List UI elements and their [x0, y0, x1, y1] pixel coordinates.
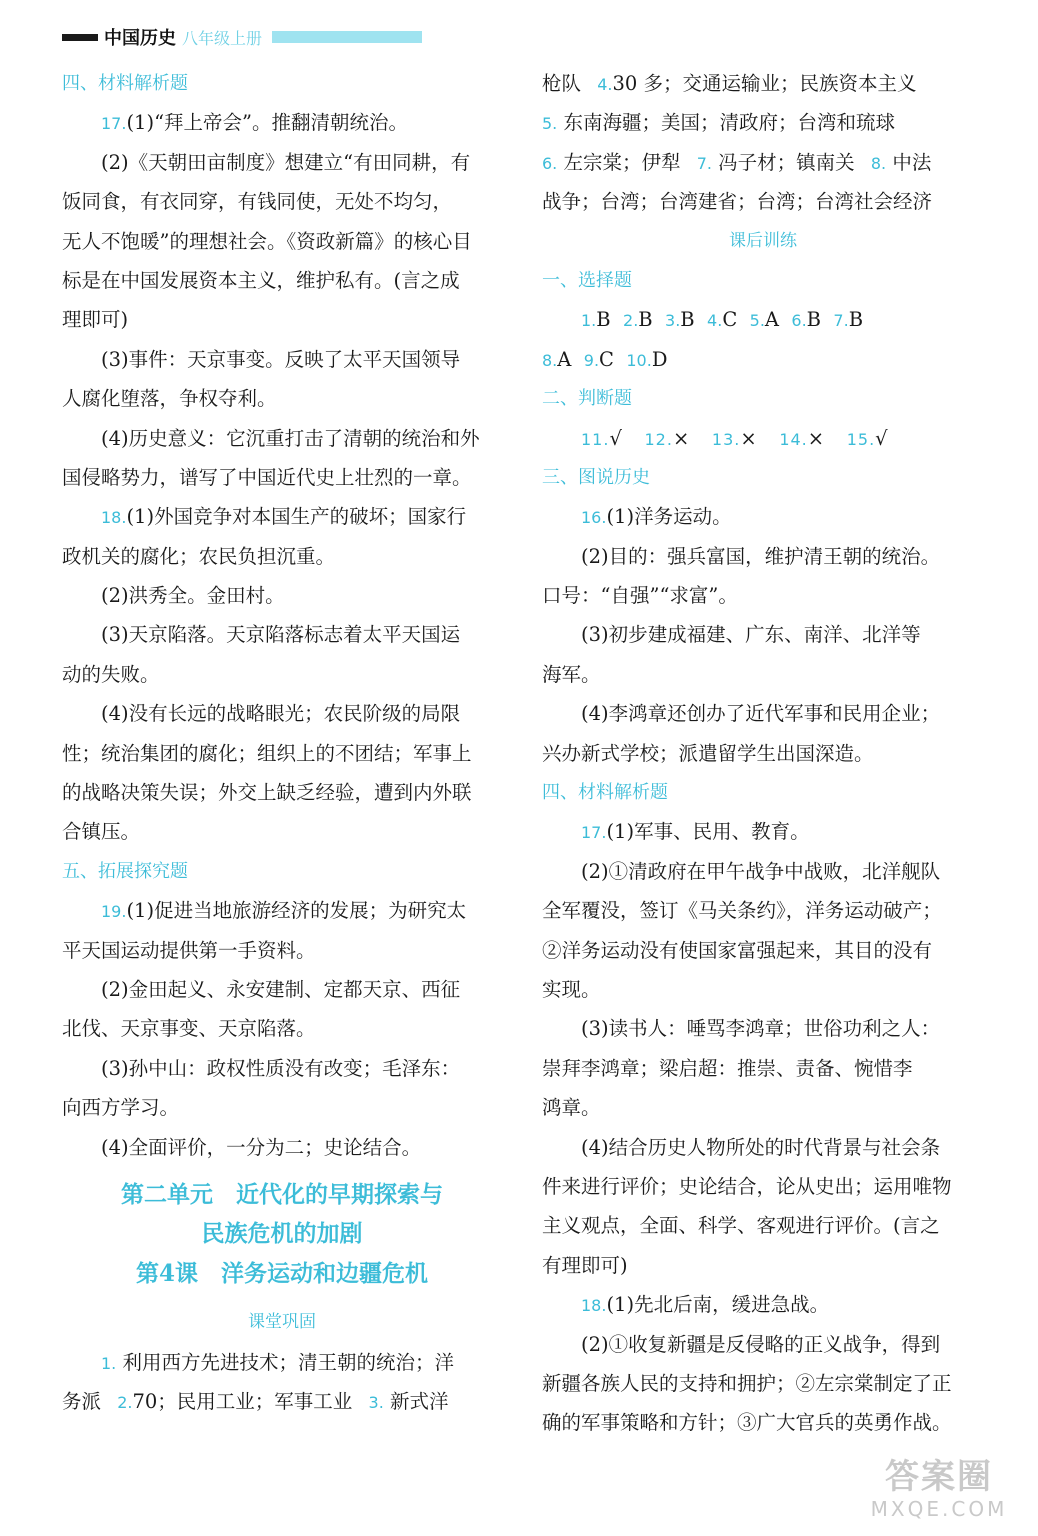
section-heading: 五、拓展探究题 — [62, 860, 188, 882]
judgement-number: 11. — [581, 429, 610, 449]
answer-line: 1. 利用西方先进技术；清王朝的统治；洋 — [101, 1350, 454, 1374]
answer-line: ②洋务运动没有使国家富强起来，其目的没有 — [542, 938, 933, 962]
question-number: 5. — [542, 114, 558, 134]
judgement-answer: × — [807, 426, 826, 450]
answer-line: (2)洪秀全。金田村。 — [101, 584, 285, 608]
answer-line: 鸿章。 — [542, 1096, 601, 1120]
judgement-answer: × — [672, 426, 691, 450]
choice-number: 9. — [583, 350, 600, 370]
choice-number: 3. — [665, 311, 681, 331]
judgement-answer: × — [740, 426, 758, 450]
choice-answer: A — [764, 308, 779, 332]
subsection-title: 课后训练 — [729, 230, 797, 251]
choice-answer: B — [680, 308, 695, 332]
section-heading: 四、材料解析题 — [62, 73, 188, 94]
question-number: 1. — [101, 1353, 117, 1373]
answer-line: (2)金田起义、永安建制、定都天京、西征 — [101, 977, 461, 1001]
answer-line: (3)天京陷落。天京陷落标志着太平天国运 — [101, 623, 461, 647]
choice-answer: B — [848, 308, 864, 332]
answer-line: 理即可) — [62, 308, 129, 332]
answer-line: (4)结合历史人物所处的时代背景与社会条 — [581, 1135, 941, 1159]
answer-line: 18.(1)外国竞争对本国生产的破坏；国家行 — [101, 505, 467, 529]
answer-line: 饭同食，有衣同穿，有钱同使，无处不均匀， — [62, 190, 453, 214]
answer-line: 平天国运动提供第一手资料。 — [62, 938, 316, 962]
choice-number: 10. — [626, 350, 652, 370]
answer-line: 国侵略势力，谱写了中国近代史上壮烈的一章。 — [62, 465, 472, 489]
answer-line: (2)①收复新疆是反侵略的正义战争，得到 — [581, 1332, 941, 1356]
choice-answer: A — [557, 347, 572, 371]
answer-line: 全军覆没，签订《马关条约》，洋务运动破产； — [542, 899, 942, 923]
answer-line: (3)孙中山：政权性质没有改变；毛泽东： — [101, 1056, 461, 1080]
choice-number: 6. — [791, 311, 807, 331]
unit-title: 第二单元 近代化的早期探索与 — [121, 1180, 443, 1208]
judgement-answer: √ — [875, 426, 889, 450]
answer-line: 政机关的腐化；农民负担沉重。 — [62, 544, 336, 568]
section-heading: 四、材料解析题 — [542, 782, 668, 804]
left-column — [62, 64, 502, 1421]
choice-number: 1. — [581, 311, 597, 331]
question-number: 16. — [581, 508, 607, 528]
answer-line: 合镇压。 — [62, 820, 141, 844]
header-bar — [62, 34, 98, 41]
answer-line: 崇拜李鸿章；梁启超：推崇、责备、惋惜李 — [542, 1056, 913, 1080]
choice-number: 7. — [833, 311, 849, 331]
answer-line: 确的军事策略和方针；③广大官兵的英勇作战。 — [542, 1411, 952, 1435]
question-number: 17. — [581, 823, 607, 843]
question-number: 6. — [542, 153, 558, 173]
answer-line: 口号：“自强”“求富”。 — [542, 584, 738, 608]
answer-line: (4)历史意义：它沉重打击了清朝的统治和外 — [101, 426, 480, 450]
answer-line: (3)事件：天京事变。反映了太平天国领导 — [101, 347, 461, 371]
answer-line: 6. 左宗棠；伊犁 7. 冯子材；镇南关 8. 中法 — [542, 150, 932, 174]
judgement-answers-row — [542, 419, 984, 458]
question-number: 2. — [117, 1392, 133, 1412]
choice-number: 2. — [623, 311, 639, 331]
grade-label: 八年级上册 — [182, 28, 263, 48]
answer-line: (2)《天朝田亩制度》想建立“有田同耕，有 — [101, 150, 471, 174]
watermark-url: MXQE.COM — [870, 1497, 1008, 1521]
question-number: 17. — [101, 114, 127, 134]
answer-line: 件来进行评价；史论结合，论从史出；运用唯物 — [542, 1174, 952, 1198]
answer-line: 5. 东南海疆；美国；清政府；台湾和琉球 — [542, 111, 895, 135]
answer-line: 的战略决策失误；外交上缺乏经验，遭到内外联 — [62, 781, 472, 805]
lesson-title: 第4课 洋务运动和边疆危机 — [135, 1259, 428, 1287]
watermark-text: 答案圈 — [885, 1457, 993, 1497]
answer-line: 枪队 4.30 多；交通运输业；民族资本主义 — [542, 72, 917, 95]
answer-line: 性；统治集团的腐化；组织上的不团结；军事上 — [62, 741, 472, 765]
answer-line: 标是在中国发展资本主义，维护私有。(言之成 — [62, 268, 460, 292]
choice-number: 8. — [542, 350, 558, 370]
answer-line: 新疆各族人民的支持和拥护；②左宗棠制定了正 — [542, 1371, 952, 1395]
choice-answers-row — [542, 300, 984, 339]
page-header — [62, 26, 422, 48]
judgement-number: 14. — [779, 429, 808, 449]
answer-line: (4)全面评价，一分为二；史论结合。 — [101, 1135, 422, 1159]
answer-line: (2)目的：强兵富国，维护清王朝的统治。 — [581, 544, 941, 568]
answer-line: (4)没有长远的战略眼光；农民阶级的局限 — [101, 702, 461, 726]
answer-line: 务派 2.70；民用工业；军事工业 3. 新式洋 — [62, 1389, 449, 1413]
question-number: 7. — [696, 153, 712, 173]
choice-answer: B — [596, 308, 611, 332]
answer-line: (3)读书人：唾骂李鸿章；世俗功利之人： — [581, 1017, 941, 1041]
choice-number: 5. — [749, 311, 765, 331]
choice-answer: B — [638, 308, 653, 332]
answer-line: 16.(1)洋务运动。 — [581, 505, 732, 529]
answer-line: (4)李鸿章还创办了近代军事和民用企业； — [581, 702, 941, 726]
subsection-title: 课堂巩固 — [248, 1312, 316, 1333]
answer-line: (3)初步建成福建、广东、南洋、北洋等 — [581, 623, 921, 647]
answer-line: 18.(1)先北后南，缓进急战。 — [581, 1293, 830, 1317]
answer-line: 19.(1)促进当地旅游经济的发展；为研究太 — [101, 899, 467, 923]
choice-answer: D — [651, 347, 668, 371]
right-column — [542, 64, 984, 1443]
answer-line: 主义观点，全面、科学、客观进行评价。(言之 — [542, 1214, 940, 1238]
answer-line: 动的失败。 — [62, 662, 160, 686]
answer-line: 17.(1)“拜上帝会”。推翻清朝统治。 — [101, 111, 409, 135]
section-heading: 三、图说历史 — [542, 466, 650, 488]
question-number: 8. — [870, 153, 887, 173]
section-heading: 一、选择题 — [542, 269, 632, 291]
answer-line: 海军。 — [542, 662, 601, 686]
unit-title: 民族危机的加剧 — [201, 1220, 363, 1248]
judgement-number: 12. — [644, 429, 673, 449]
answer-line: 有理即可) — [542, 1253, 628, 1277]
answer-line: 兴办新式学校；派遣留学生出国深造。 — [542, 741, 874, 765]
answer-line: 无人不饱暖”的理想社会。《资政新篇》的核心目 — [62, 229, 472, 253]
question-number: 18. — [101, 508, 127, 528]
question-number: 18. — [581, 1296, 607, 1316]
answer-line: 向西方学习。 — [62, 1096, 180, 1120]
answer-line: 17.(1)军事、民用、教育。 — [581, 820, 810, 844]
judgement-number: 15. — [846, 429, 876, 449]
answer-line: (2)①清政府在甲午战争中战败，北洋舰队 — [581, 859, 941, 883]
subject-title: 中国历史 — [104, 28, 176, 49]
answer-line: 人腐化堕落，争权夺利。 — [62, 387, 277, 411]
question-number: 19. — [101, 902, 127, 922]
watermark-logo — [854, 1458, 1024, 1530]
question-number: 4. — [597, 75, 613, 94]
choice-answer: C — [722, 308, 738, 332]
judgement-number: 13. — [711, 429, 741, 449]
header-color-band — [272, 31, 422, 43]
judgement-answer: √ — [609, 426, 623, 450]
choice-answer: C — [599, 347, 614, 371]
answer-line: 战争；台湾；台湾建省；台湾；台湾社会经济 — [542, 190, 933, 214]
question-number: 3. — [368, 1392, 384, 1412]
choice-answer: B — [806, 308, 822, 332]
choice-answers-row — [542, 340, 984, 379]
answer-line: 实现。 — [542, 977, 601, 1001]
choice-number: 4. — [707, 311, 723, 331]
section-heading: 二、判断题 — [542, 388, 632, 410]
answer-line: 北伐、天京事变、天京陷落。 — [62, 1017, 316, 1041]
